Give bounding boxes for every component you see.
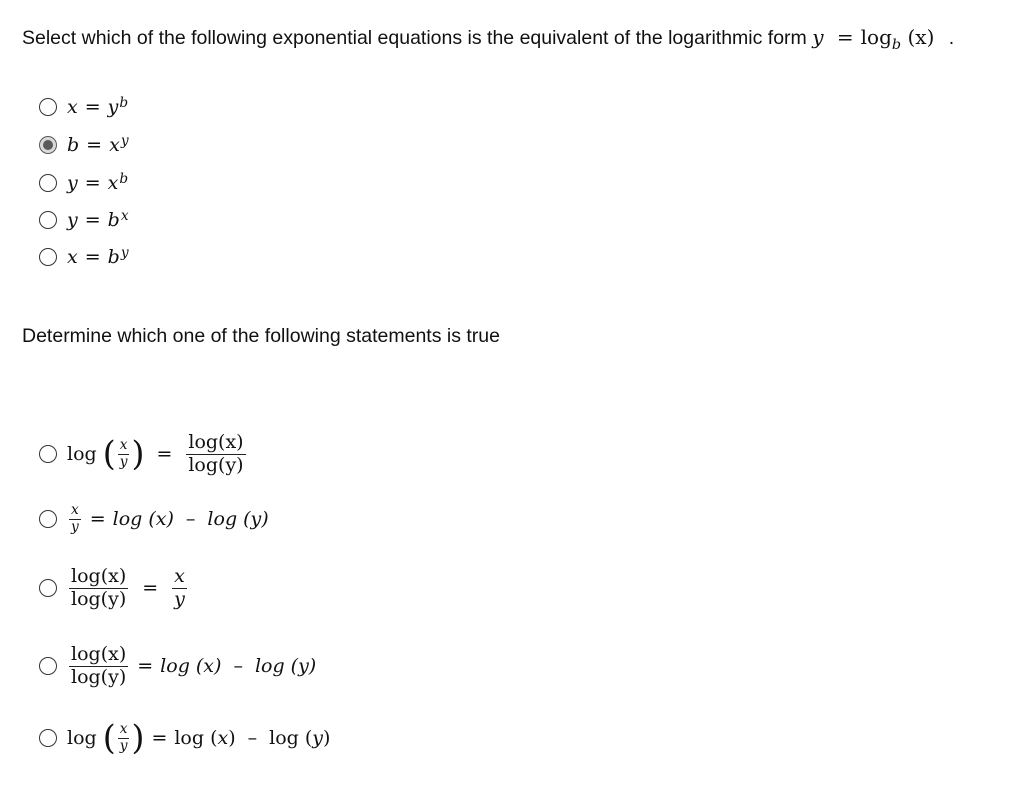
q2-option-1[interactable] xyxy=(39,424,248,484)
q1-option-2[interactable] xyxy=(39,132,129,158)
q1-option-4[interactable] xyxy=(39,207,129,233)
question-1-prompt xyxy=(22,25,955,54)
radio-button-selected[interactable] xyxy=(39,136,57,154)
q1-option-1-equation: $x = y^b$ xyxy=(67,94,129,118)
q2-option-5[interactable] xyxy=(39,708,330,768)
log-form-expression xyxy=(812,25,941,54)
log-form-lhs: y xyxy=(812,25,824,49)
q2-option-5-equation: log ( $\frac{x}{y}$ ) = log (x) – log (y) xyxy=(67,718,331,758)
q1-option-3-equation: $y = x^b$ xyxy=(67,170,129,194)
q2-option-4-equation: $\frac{\log(x)}{\log(y)}$ = log (x) – log (y) xyxy=(71,642,317,688)
q1-option-3[interactable] xyxy=(39,170,128,196)
radio-button[interactable] xyxy=(39,579,57,597)
q2-option-2-equation: $\frac{x}{y}$ = log (x) – log (y) xyxy=(71,501,269,535)
q1-option-1[interactable] xyxy=(39,94,128,120)
q1-option-5-equation: $x = b^y$ xyxy=(67,244,129,268)
log-form-period: . xyxy=(948,27,955,49)
radio-button[interactable] xyxy=(39,445,57,463)
question-2-prompt: Determine which one of the following statements is true xyxy=(22,325,500,347)
radio-button[interactable] xyxy=(39,211,57,229)
radio-button[interactable] xyxy=(39,729,57,747)
q1-option-4-equation: $y = b^x$ xyxy=(67,207,129,231)
q1-option-5[interactable] xyxy=(39,244,129,270)
log-form-fn: log xyxy=(860,25,892,49)
question-1-prompt-text: Select which of the following exponential equations is the equivalent of the logarithmic form xyxy=(22,27,807,49)
q1-option-2-equation: $b = x^y$ xyxy=(67,132,129,156)
radio-button[interactable] xyxy=(39,248,57,266)
radio-button[interactable] xyxy=(39,174,57,192)
radio-button[interactable] xyxy=(39,657,57,675)
log-form-equals: = xyxy=(836,25,854,49)
log-form-base: b xyxy=(891,37,902,54)
log-form-arg: (x) xyxy=(907,25,935,49)
radio-button[interactable] xyxy=(39,98,57,116)
q2-option-1-equation: log ( $\frac{x}{y}$ ) = $\frac{\log(x)}{\log(y)}$ xyxy=(67,430,244,476)
q2-option-3-equation: $\frac{\log(x)}{\log(y)}$ = $\frac{x}{y}$ xyxy=(71,564,185,610)
q2-option-4[interactable] xyxy=(39,636,316,696)
q2-option-3[interactable] xyxy=(39,558,189,618)
q2-option-2[interactable] xyxy=(39,489,269,549)
radio-button[interactable] xyxy=(39,510,57,528)
